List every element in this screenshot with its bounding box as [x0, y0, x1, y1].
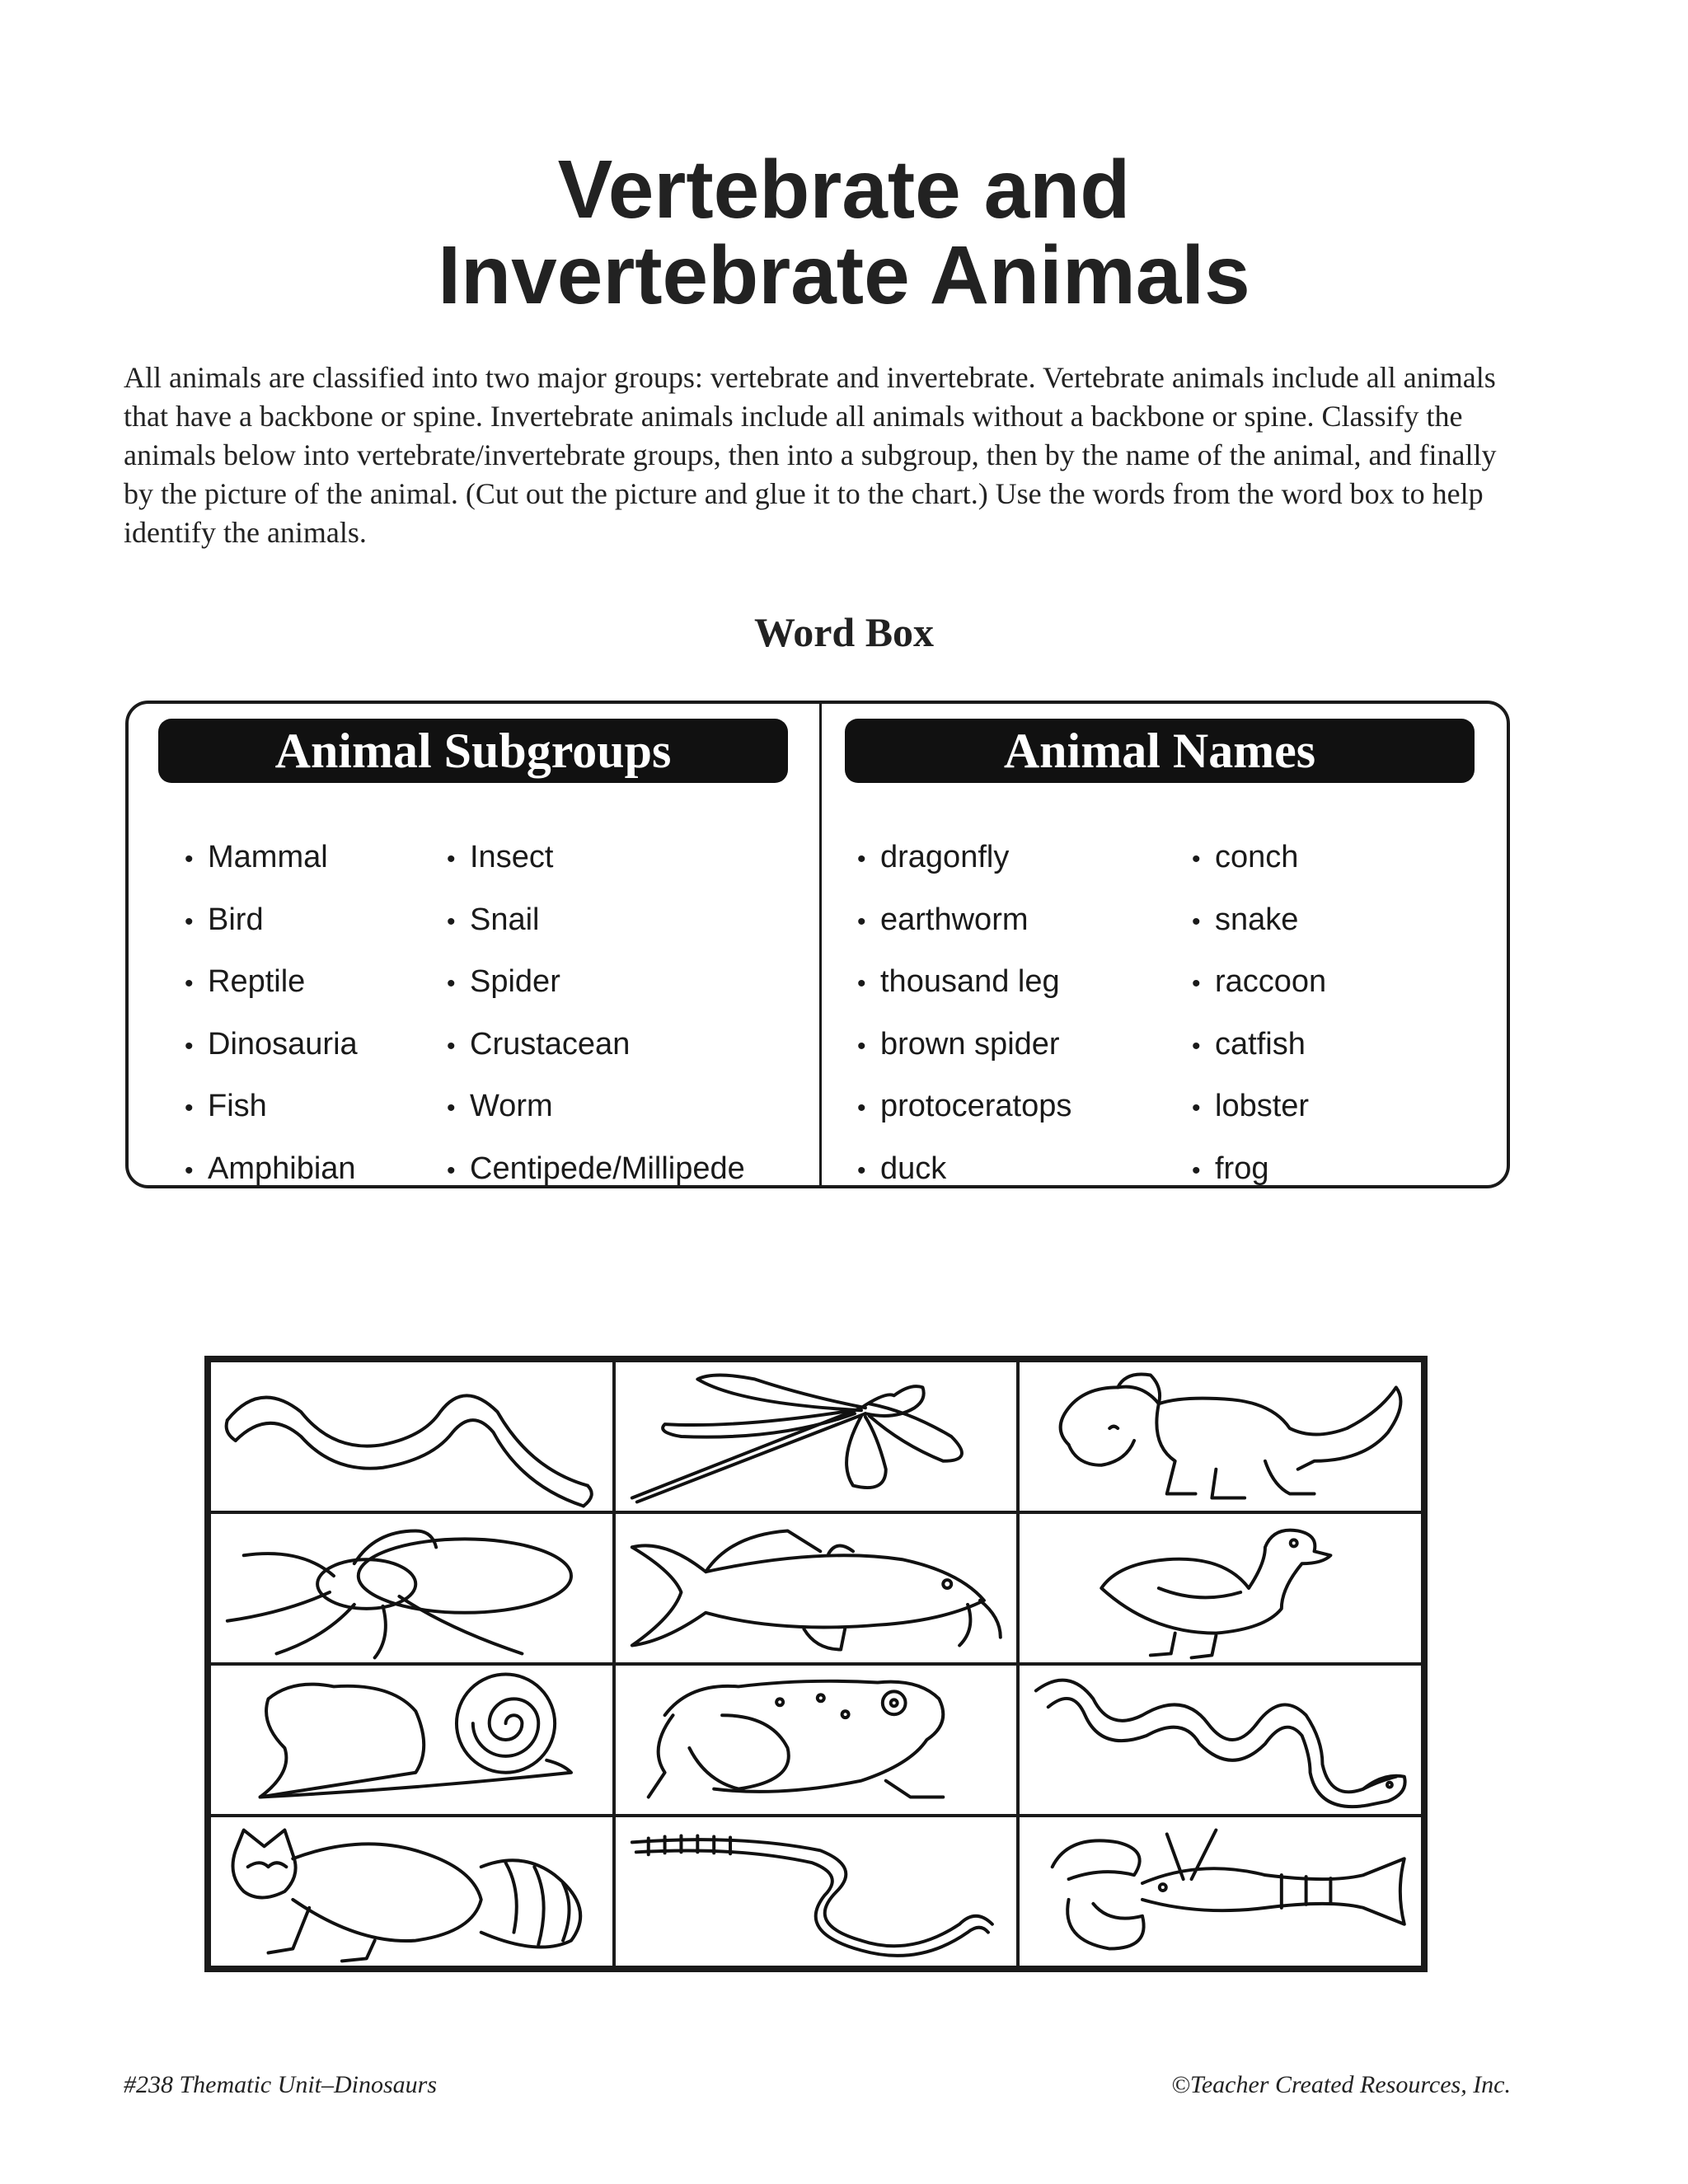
list-item: • thousand leg: [857, 952, 1071, 1015]
list-item: • Worm: [447, 1076, 745, 1139]
list-item: • dragonfly: [857, 827, 1071, 890]
list-item: • catfish: [1192, 1015, 1326, 1077]
duck-icon: [1020, 1514, 1421, 1662]
picture-cell[interactable]: [209, 1664, 614, 1816]
picture-cell[interactable]: [209, 1816, 614, 1967]
names-list-1: [857, 827, 1071, 1201]
picture-cell[interactable]: [209, 1512, 614, 1664]
list-item: • Reptile: [185, 952, 358, 1015]
frog-icon: [616, 1666, 1017, 1814]
lobster-icon: [1020, 1817, 1421, 1966]
page-title: [0, 143, 1688, 321]
animal-subgroups-header: Animal Subgroups: [158, 719, 788, 783]
subgroups-list-1: [185, 827, 358, 1201]
list-item: • lobster: [1192, 1076, 1326, 1139]
conch-icon: [211, 1666, 612, 1814]
list-item: • Mammal: [185, 827, 358, 890]
word-box-heading: Word Box: [753, 609, 935, 655]
list-item: • Bird: [185, 890, 358, 953]
subgroups-list-2: [447, 827, 745, 1201]
picture-cell[interactable]: [614, 1361, 1019, 1512]
list-item: • protoceratops: [857, 1076, 1071, 1139]
title-line-2: Invertebrate Animals: [438, 229, 1250, 321]
list-item: • Fish: [185, 1076, 358, 1139]
picture-cell[interactable]: [614, 1816, 1019, 1967]
list-item: • Insect: [447, 827, 745, 890]
names-list-2: [1192, 827, 1326, 1201]
list-item: • duck: [857, 1139, 1071, 1202]
list-item: • Centipede/Millipede: [447, 1139, 745, 1202]
spider-icon: [211, 1514, 612, 1662]
earthworm-icon: [211, 1362, 612, 1511]
animal-names-header: Animal Names: [845, 719, 1475, 783]
snake-icon: [1020, 1666, 1421, 1814]
thousand-leg-icon: [616, 1817, 1017, 1966]
list-item: • brown spider: [857, 1015, 1071, 1077]
catfish-icon: [616, 1514, 1017, 1662]
footer-left: #238 Thematic Unit–Dinosaurs: [124, 2071, 438, 2098]
animal-subgroups-column: [129, 704, 819, 1185]
list-item: • Spider: [447, 952, 745, 1015]
list-item: • earthworm: [857, 890, 1071, 953]
list-item: • Crustacean: [447, 1015, 745, 1077]
list-item: • Dinosauria: [185, 1015, 358, 1077]
picture-cell[interactable]: [209, 1361, 614, 1512]
list-item: • Snail: [447, 890, 745, 953]
list-item: • conch: [1192, 827, 1326, 890]
picture-cell[interactable]: [1018, 1816, 1423, 1967]
picture-cell[interactable]: [614, 1512, 1019, 1664]
list-item: • snake: [1192, 890, 1326, 953]
title-line-1: Vertebrate and: [557, 143, 1131, 236]
picture-cell[interactable]: [1018, 1512, 1423, 1664]
picture-cell[interactable]: [1018, 1664, 1423, 1816]
raccoon-icon: [211, 1817, 612, 1966]
animal-picture-grid: [204, 1356, 1428, 1972]
protoceratops-icon: [1020, 1362, 1421, 1511]
animal-names-column: [822, 704, 1512, 1185]
instructions-paragraph: All animals are classified into two major groups: vertebrate and invertebrate. Vertebrate animals include all animals that have a backbone or spine. Invertebrate animals include all animals without a backbone or spine. Classify the animals below into vertebrate/invertebrate groups, then into a subgroup, then by the name of the animal, and finally by the picture of the animal. (Cut out the picture and glue it to the chart.) Use the words from the word box to help identify the animals.: [124, 361, 1497, 549]
list-item: • raccoon: [1192, 952, 1326, 1015]
footer-right: ©Teacher Created Resources, Inc.: [1171, 2071, 1511, 2098]
list-item: • Amphibian: [185, 1139, 358, 1202]
list-item: • frog: [1192, 1139, 1326, 1202]
picture-cell[interactable]: [1018, 1361, 1423, 1512]
dragonfly-icon: [616, 1362, 1017, 1511]
picture-cell[interactable]: [614, 1664, 1019, 1816]
word-box: [125, 701, 1510, 1188]
